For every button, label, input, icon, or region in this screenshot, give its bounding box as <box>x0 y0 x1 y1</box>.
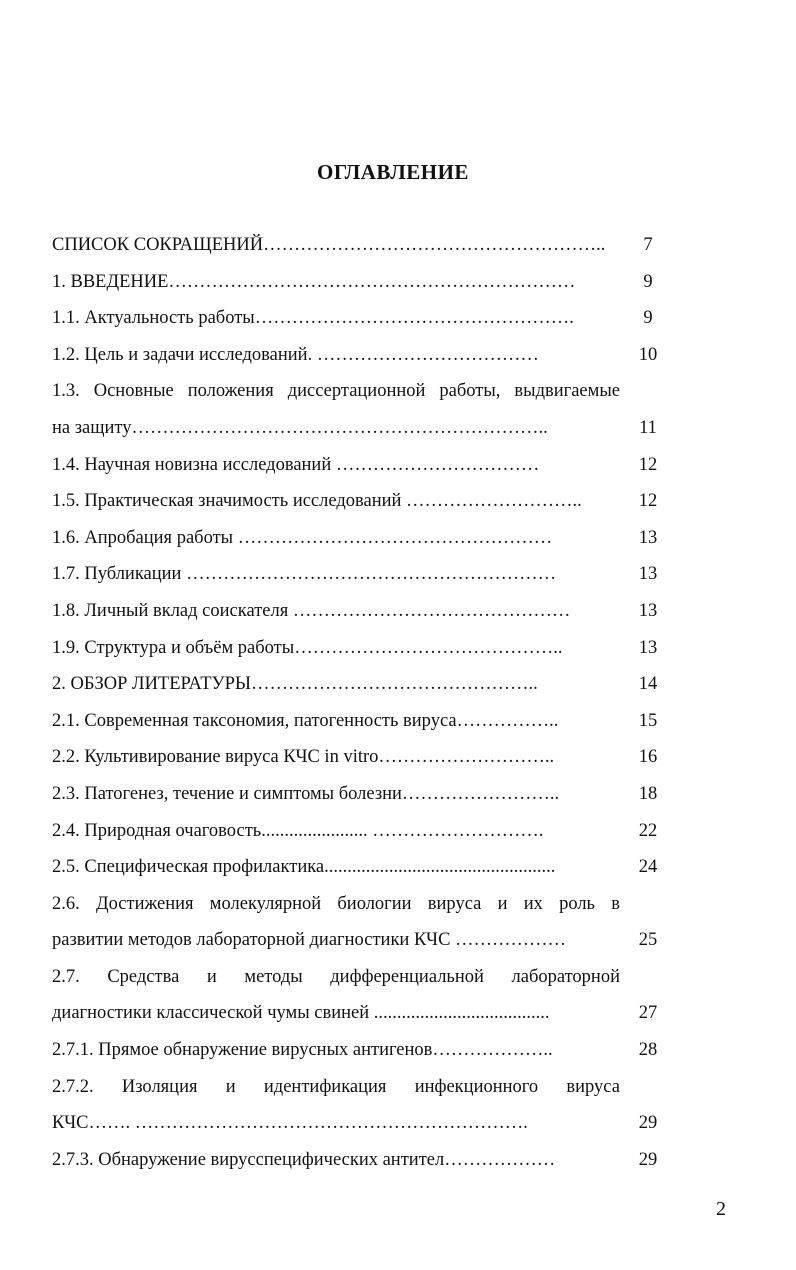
toc-entry <box>52 592 662 629</box>
toc-entry-title: КЧС……. ………………………………………………………. <box>52 1113 528 1134</box>
toc-entry <box>52 519 662 556</box>
toc-entry <box>52 812 662 849</box>
toc-entry-title: 1.6. Апробация работы …………………………………………… <box>52 527 553 548</box>
toc-entry-page: 14 <box>638 674 658 695</box>
toc-entry <box>52 1104 662 1141</box>
toc-entry <box>52 1141 662 1178</box>
toc-entry-page: 9 <box>643 308 653 329</box>
toc-entry-title: 1.9. Структура и объём работы…………………………………….. <box>52 637 563 658</box>
toc-entry-title: 2.6. Достижения молекулярной биологии вируса и их роль в <box>52 893 620 914</box>
toc-entry-title: 2.7.3. Обнаружение вирусспецифических антител……………… <box>52 1149 556 1170</box>
toc-entry-title: 1.7. Публикации …………………………………………………… <box>52 564 557 585</box>
toc-entry-page: 7 <box>643 235 653 255</box>
toc-entry <box>52 409 662 446</box>
toc-entry-title: 2.3. Патогенез, течение и симптомы болезни…………………….. <box>52 783 560 804</box>
toc-entry-page: 12 <box>638 491 658 512</box>
toc-entry <box>52 482 662 519</box>
page-title: ОГЛАВЛЕНИЕ <box>317 160 469 184</box>
toc-entry <box>52 629 662 666</box>
toc-entry-title: 2.4. Природная очаговость....................... ………………………. <box>52 820 544 841</box>
toc-entry-title: 1.4. Научная новизна исследований …………………………… <box>52 454 540 475</box>
toc-entry <box>52 958 662 995</box>
toc-entry <box>52 372 662 409</box>
toc-entry-title: СПИСОК СОКРАЩЕНИЙ……………………………………………….. <box>52 235 606 255</box>
toc-entry-page: 22 <box>638 820 658 841</box>
toc-entry-title: 2.7.2. Изоляция и идентификация инфекционного вируса <box>52 1076 620 1097</box>
toc-entry-page: 13 <box>638 527 658 548</box>
toc-entry-title: развитии методов лабораторной диагностики КЧС ……………… <box>52 930 567 951</box>
toc-entry <box>52 226 662 263</box>
toc-entry-title: 2.7. Средства и методы дифференциальной лабораторной <box>52 966 620 987</box>
toc-entry <box>52 921 662 958</box>
toc-entry-page: 12 <box>638 454 658 475</box>
toc-entry-page: 28 <box>638 1040 658 1061</box>
toc-entry-page: 10 <box>638 344 658 365</box>
toc-entry-page: 27 <box>638 1003 658 1024</box>
toc-entry-title: диагностики классической чумы свиней ...................................... <box>52 1003 550 1024</box>
toc-entry <box>52 848 662 885</box>
table-of-contents <box>52 226 662 1177</box>
toc-entry-page: 11 <box>639 417 657 438</box>
toc-entry-page: 24 <box>638 857 658 878</box>
toc-entry-title: 1. ВВЕДЕНИЕ………………………………………………………… <box>52 271 576 292</box>
page-number: 2 <box>716 1198 726 1220</box>
toc-entry <box>52 1068 662 1105</box>
toc-entry-page: 9 <box>643 271 653 292</box>
toc-entry <box>52 885 662 922</box>
toc-entry <box>52 336 662 373</box>
toc-entry-page: 13 <box>638 637 658 658</box>
toc-entry-title: 2.1. Современная таксономия, патогенность вируса…………….. <box>52 710 559 731</box>
toc-entry-title: 2.5. Специфическая профилактика.................................................. <box>52 857 556 878</box>
toc-entry-page: 25 <box>638 930 658 951</box>
toc-entry-title: 1.2. Цель и задачи исследований. ……………………………… <box>52 344 539 365</box>
toc-entry-title: 2.2. Культивирование вируса КЧС in vitro……………………….. <box>52 747 555 768</box>
toc-entry <box>52 702 662 739</box>
toc-entry-page: 15 <box>638 710 658 731</box>
toc-entry-title: 1.8. Личный вклад соискателя ……………………………………… <box>52 600 571 621</box>
toc-entry-page: 13 <box>638 564 658 585</box>
toc-entry <box>52 263 662 300</box>
toc-entry-page: 29 <box>638 1149 658 1170</box>
toc-entry-title: 2. ОБЗОР ЛИТЕРАТУРЫ……………………………………….. <box>52 674 538 695</box>
toc-entry-title: 1.5. Практическая значимость исследований ……………………….. <box>52 491 582 512</box>
toc-entry-title: на защиту………………………………………………………….. <box>52 417 548 438</box>
toc-entry <box>52 1031 662 1068</box>
toc-entry-page: 16 <box>638 747 658 768</box>
toc-entry-page: 13 <box>638 600 658 621</box>
toc-entry <box>52 299 662 336</box>
toc-entry-page: 18 <box>638 783 658 804</box>
toc-entry <box>52 555 662 592</box>
toc-entry <box>52 994 662 1031</box>
toc-entry-page: 29 <box>638 1113 658 1134</box>
toc-entry <box>52 446 662 483</box>
toc-entry-title: 1.1. Актуальность работы……………………………………………. <box>52 308 574 329</box>
toc-entry <box>52 775 662 812</box>
toc-entry-title: 1.3. Основные положения диссертационной работы, выдвигаемые <box>52 381 620 402</box>
toc-entry <box>52 665 662 702</box>
toc-entry <box>52 738 662 775</box>
toc-entry-title: 2.7.1. Прямое обнаружение вирусных антигенов……………….. <box>52 1040 553 1061</box>
